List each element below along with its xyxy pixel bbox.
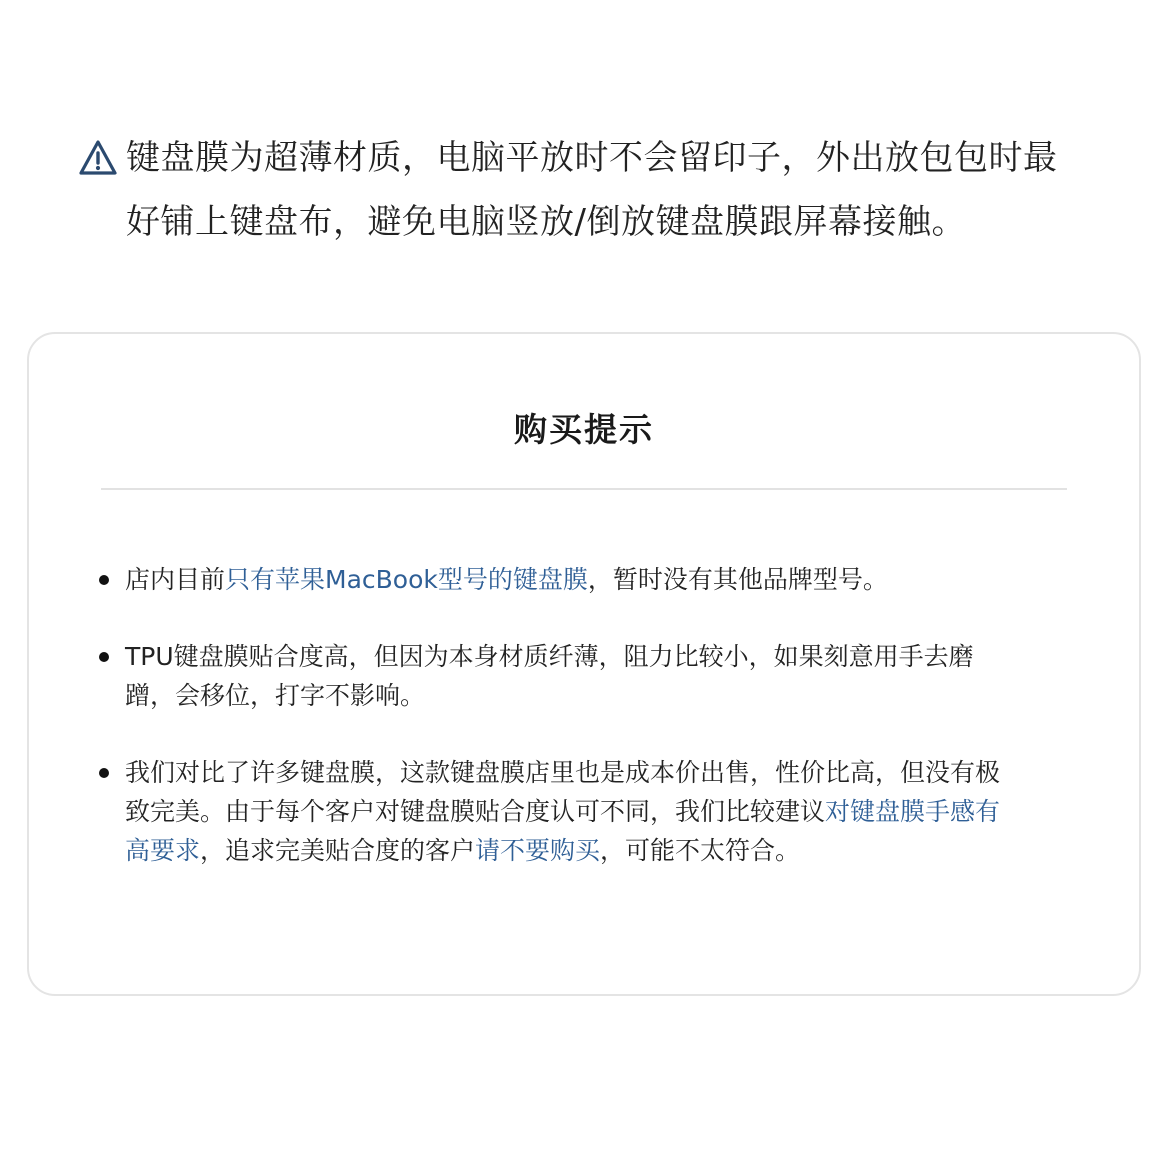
purchase-notice-card (27, 332, 1141, 996)
warning-triangle-icon (78, 138, 118, 178)
highlight-text: 只有苹果MacBook型号的键盘膜 (225, 565, 588, 594)
highlight-text: 请不要购买 (475, 836, 601, 865)
tip-text: 我们对比了许多键盘膜，这款键盘膜店里也是成本价出售，性价比高，但没有极致完美。由于每个客户对键盘膜贴合度认可不同，我们比较建议对键盘膜手感有高要求，追求完美贴合度的客户请不要购买，可能不太符合。 (125, 758, 1001, 865)
card-title: 购买提示 (514, 410, 654, 449)
bullet-dot (99, 652, 109, 662)
tip-item (99, 637, 1019, 715)
tips-list (99, 560, 1019, 908)
tip-text: TPU键盘膜贴合度高，但因为本身材质纤薄，阻力比较小，如果刻意用手去磨蹭，会移位，打字不影响。 (125, 642, 974, 710)
bullet-dot (99, 575, 109, 585)
warning-text: 键盘膜为超薄材质，电脑平放时不会留印子，外出放包包时最好铺上键盘布，避免电脑竖放/倒放键盘膜跟屏幕接触。 (126, 138, 1058, 242)
tip-text: 店内目前只有苹果MacBook型号的键盘膜，暂时没有其他品牌型号。 (125, 565, 888, 594)
bullet-dot (99, 768, 109, 778)
warning-note (78, 126, 1118, 254)
highlight-text: 对键盘膜手感有高要求 (125, 797, 1001, 865)
tip-item (99, 560, 1019, 599)
tip-item (99, 753, 1019, 870)
title-divider (101, 488, 1067, 490)
